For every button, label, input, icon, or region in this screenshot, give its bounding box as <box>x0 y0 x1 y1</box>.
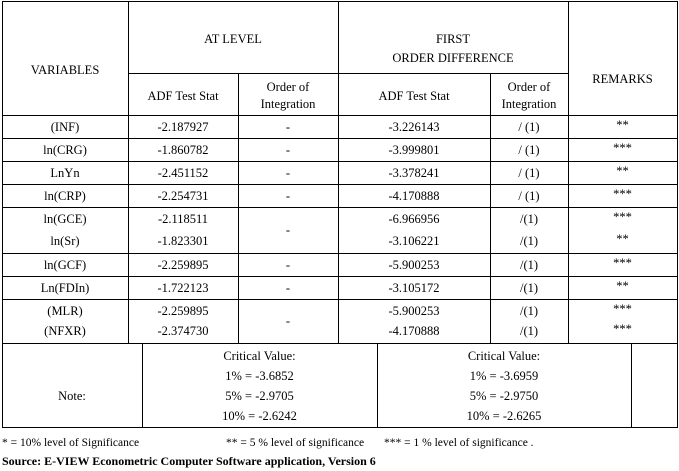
cell-remark: *** <box>613 210 632 224</box>
cell-order-level: - <box>285 281 291 295</box>
header-variables: VARIABLES <box>30 63 100 77</box>
cell-adf-level: -1.860782 <box>157 143 209 157</box>
cell-remark: *** <box>613 187 632 201</box>
cell-adf-level: -2.118511 <box>157 212 209 226</box>
cell-adf-level: -2.254731 <box>157 189 209 203</box>
cell-var: Ln(FDIn) <box>40 281 90 295</box>
cell-order-level: - <box>285 189 291 203</box>
header-order-diff-1: Order of <box>507 80 551 94</box>
cell-remark: ** <box>616 118 629 132</box>
cell-adf-level: -2.451152 <box>157 166 209 180</box>
source-line: Source: E-VIEW Econometric Computer Software application, Version 6 <box>2 454 376 468</box>
cell-order-diff: /(1) <box>519 304 539 318</box>
cell-adf-level: -2.187927 <box>157 120 209 134</box>
cell-order-diff: /(1) <box>519 234 539 248</box>
cell-adf-diff: -5.900253 <box>388 304 440 318</box>
cell-adf-level: -2.374730 <box>157 324 209 338</box>
cell-order-diff: / (1) <box>518 166 540 180</box>
note-left-5pct: 5% = -2.9705 <box>225 389 294 403</box>
cell-order-level: - <box>285 120 291 134</box>
note-label: Note: <box>58 389 86 403</box>
note-right-10pct: 10% = -2.6265 <box>466 409 542 423</box>
cell-order-diff: /(1) <box>519 212 539 226</box>
cell-var: (INF) <box>50 120 80 134</box>
cell-order-diff: /(1) <box>519 258 539 272</box>
note-left-1pct: 1% = -3.6852 <box>225 369 294 383</box>
cell-adf-diff: -4.170888 <box>388 189 440 203</box>
cell-adf-level: -1.722123 <box>157 281 209 295</box>
cell-remark: *** <box>613 141 632 155</box>
cell-adf-diff: -3.999801 <box>388 143 440 157</box>
cell-adf-diff: -4.170888 <box>388 324 440 338</box>
cell-adf-diff: -3.105172 <box>388 281 440 295</box>
cell-var: (NFXR) <box>44 324 86 338</box>
cell-order-level: - <box>285 223 291 237</box>
cell-adf-level: -1.823301 <box>157 234 209 248</box>
cell-adf-diff: -5.900253 <box>388 258 440 272</box>
cell-remark: ** <box>616 232 629 246</box>
cell-order-diff: /(1) <box>519 324 539 338</box>
cell-var: ln(CRP) <box>44 189 86 203</box>
footnote-10pct: * = 10% level of Significance <box>2 437 140 449</box>
cell-order-level: - <box>285 166 291 180</box>
header-adf-level: ADF Test Stat <box>147 89 219 103</box>
note-left-10pct: 10% = -2.6242 <box>222 409 297 423</box>
header-order-level-1: Order of <box>266 80 310 94</box>
cell-remark: ** <box>616 279 629 293</box>
footnote-1pct: *** = 1 % level of significance . <box>384 437 534 449</box>
header-adf-diff: ADF Test Stat <box>378 89 450 103</box>
cell-remark: *** <box>613 322 632 336</box>
cell-order-diff: / (1) <box>518 120 540 134</box>
header-order-diff-2: Integration <box>501 97 557 111</box>
header-order-level-2: Integration <box>260 97 316 111</box>
cell-order-level: - <box>285 143 291 157</box>
cell-adf-diff: -3.378241 <box>388 166 440 180</box>
cell-var: ln(GCF) <box>43 258 87 272</box>
header-first-line2: ORDER DIFFERENCE <box>392 51 514 65</box>
cell-adf-level: -2.259895 <box>157 304 209 318</box>
cell-order-level: - <box>285 258 291 272</box>
cell-adf-diff: -3.106221 <box>388 234 440 248</box>
cell-order-diff: /(1) <box>519 281 539 295</box>
header-first-line1: FIRST <box>435 32 471 46</box>
cell-order-diff: / (1) <box>518 189 540 203</box>
header-at-level: AT LEVEL <box>204 32 262 46</box>
cell-order-level: - <box>285 314 291 328</box>
note-right-title: Critical Value: <box>467 349 541 363</box>
cell-remark: *** <box>613 302 632 316</box>
note-right-1pct: 1% = -3.6959 <box>469 369 539 383</box>
note-right-5pct: 5% = -2.9750 <box>469 389 539 403</box>
cell-remark: ** <box>616 164 629 178</box>
cell-var: (MLR) <box>47 304 83 318</box>
cell-var: LnYn <box>50 166 80 180</box>
header-remarks: REMARKS <box>592 72 653 86</box>
footnote-5pct: ** = 5 % level of significance <box>226 437 365 449</box>
cell-adf-diff: -3.226143 <box>388 120 440 134</box>
cell-var: ln(GCE) <box>43 212 87 226</box>
cell-order-diff: / (1) <box>518 143 540 157</box>
cell-var: ln(Sr) <box>50 234 80 248</box>
note-left-title: Critical Value: <box>223 349 296 363</box>
cell-remark: *** <box>613 256 632 270</box>
cell-adf-diff: -6.966956 <box>388 212 440 226</box>
cell-var: ln(CRG) <box>43 143 87 157</box>
cell-adf-level: -2.259895 <box>157 258 209 272</box>
